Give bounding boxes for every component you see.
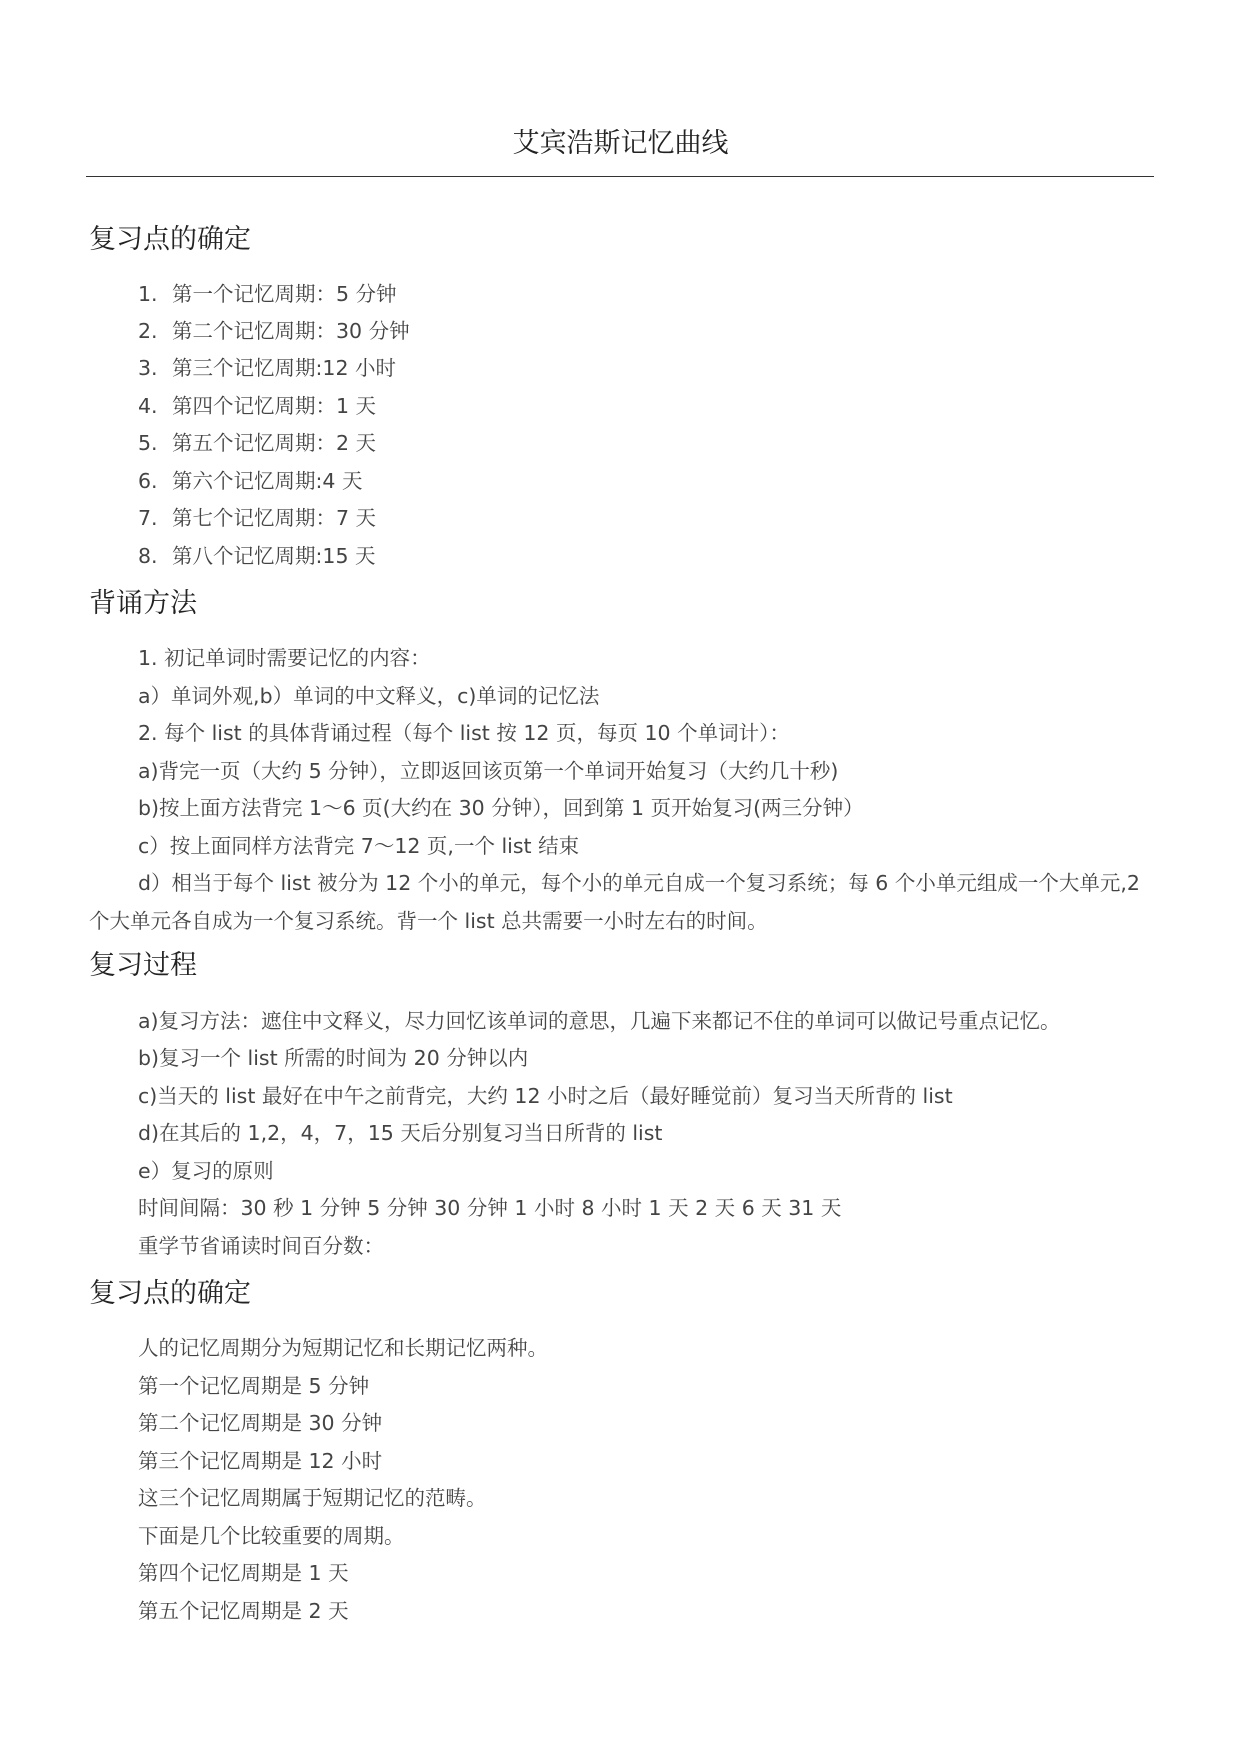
text-line: 重学节省诵读时间百分数： (138, 1234, 384, 1258)
text-line: a)背完一页（大约 5 分钟），立即返回该页第一个单词开始复习（大约几十秒) (138, 759, 839, 783)
text-line: 第二个记忆周期是 30 分钟 (138, 1411, 383, 1435)
text-paragraph: d）相当于每个 list 被分为 12 个小的单元，每个小的单元自成一个复习系统；每 6 个小单元组成一个大单元,2 个大单元各自成为一个复习系统。背一个 list 总共需要一小时左右的时间。 (89, 871, 1140, 933)
section-heading-review-points: 复习点的确定 (89, 224, 251, 255)
text-line: 第五个记忆周期是 2 天 (138, 1599, 349, 1623)
text-line: 人的记忆周期分为短期记忆和长期记忆两种。 (138, 1336, 548, 1360)
list-item: 1. 第一个记忆周期：5 分钟 (138, 282, 397, 306)
list-item: 6. 第六个记忆周期:4 天 (138, 469, 363, 493)
list-item: 4. 第四个记忆周期：1 天 (138, 394, 377, 418)
text-line: c)当天的 list 最好在中午之前背完，大约 12 小时之后（最好睡觉前）复习当天所背的 list (138, 1084, 953, 1108)
list-item: 2. 第二个记忆周期：30 分钟 (138, 319, 410, 343)
text-line: b)按上面方法背完 1～6 页(大约在 30 分钟），回到第 1 页开始复习(两三分钟） (138, 796, 864, 820)
list-item: 5. 第五个记忆周期：2 天 (138, 431, 377, 455)
text-line: 时间间隔：30 秒 1 分钟 5 分钟 30 分钟 1 小时 8 小时 1 天 2 天 6 天 31 天 (138, 1196, 842, 1220)
title-divider (86, 176, 1154, 177)
section-heading-review-process: 复习过程 (89, 950, 197, 981)
section-heading-review-points-2: 复习点的确定 (89, 1278, 251, 1309)
text-line: a)复习方法：遮住中文释义，尽力回忆该单词的意思，几遍下来都记不住的单词可以做记号重点记忆。 (138, 1009, 1061, 1033)
text-line: b)复习一个 list 所需的时间为 20 分钟以内 (138, 1046, 529, 1070)
text-line: 下面是几个比较重要的周期。 (138, 1524, 405, 1548)
text-line: 这三个记忆周期属于短期记忆的范畴。 (138, 1486, 487, 1510)
text-line: 1. 初记单词时需要记忆的内容： (138, 646, 431, 670)
text-line: d)在其后的 1,2，4，7，15 天后分别复习当日所背的 list (138, 1121, 663, 1145)
text-line: 2. 每个 list 的具体背诵过程（每个 list 按 12 页，每页 10 个单词计）： (138, 721, 790, 745)
text-line: 第三个记忆周期是 12 小时 (138, 1449, 383, 1473)
section-heading-recitation-method: 背诵方法 (89, 588, 197, 619)
text-line: 第四个记忆周期是 1 天 (138, 1561, 349, 1585)
text-line: 第一个记忆周期是 5 分钟 (138, 1374, 370, 1398)
text-line: a）单词外观,b）单词的中文释义，c)单词的记忆法 (138, 684, 600, 708)
document-title: 艾宾浩斯记忆曲线 (512, 128, 729, 159)
list-item: 8. 第八个记忆周期:15 天 (138, 544, 376, 568)
list-item: 3. 第三个记忆周期:12 小时 (138, 356, 397, 380)
text-line: c）按上面同样方法背完 7～12 页,一个 list 结束 (138, 834, 580, 858)
text-line: e）复习的原则 (138, 1159, 274, 1183)
list-item: 7. 第七个记忆周期：7 天 (138, 506, 377, 530)
